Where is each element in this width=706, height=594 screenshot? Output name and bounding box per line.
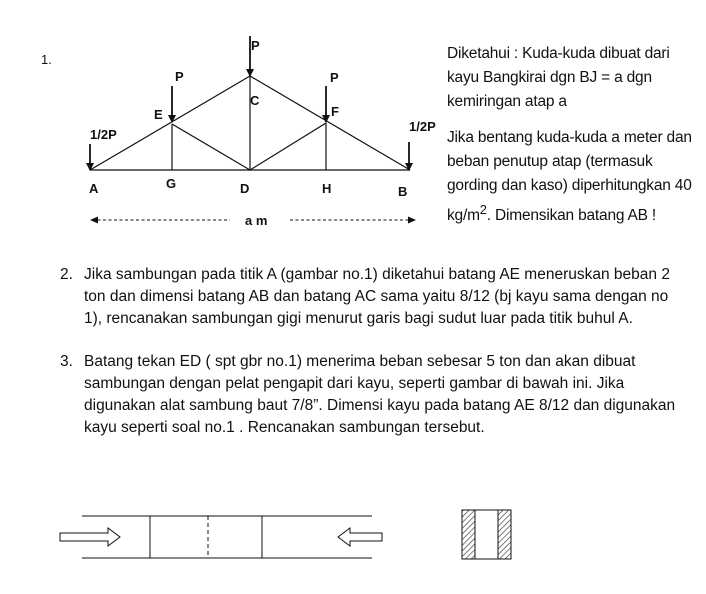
- node-label-C: C: [250, 93, 260, 108]
- load-label-A: 1/2P: [90, 127, 117, 142]
- node-label-E: E: [154, 107, 163, 122]
- node-label-F: F: [331, 104, 339, 119]
- force-arrow-left: [60, 528, 120, 546]
- node-label-G: G: [166, 176, 177, 191]
- known-label: Diketahui :: [447, 45, 519, 62]
- cross-section: [462, 510, 511, 559]
- load-label-F: P: [330, 70, 339, 85]
- question-3-number: 3.: [60, 353, 73, 370]
- problem-superscript: 2: [479, 202, 487, 217]
- question-2-number: 2.: [60, 266, 73, 283]
- node-label-D: D: [240, 181, 250, 196]
- node-label-H: H: [322, 181, 332, 196]
- known-text: Kuda-kuda dibuat dari kayu Bangkirai dgn BJ = a dgn kemiringan atap a: [447, 45, 670, 110]
- question-3-text: Batang tekan ED ( spt gbr no.1) menerima beban sebesar 5 ton dan akan dibuat sambungan dengan pelat pengapit dari kayu, seperti gambar di bawah ini. Jika digunakan alat sambung baut 7/8”. Dimensi kayu pada batang AE 8/12 dan digunakan kayu seperti soal no.1 . Rencanakan sambungan tersebut.: [84, 353, 676, 436]
- node-label-A: A: [89, 181, 99, 196]
- span-label: a m: [245, 213, 268, 228]
- core-member: [475, 510, 498, 559]
- problem-text: Jika bentang kuda-kuda a meter dan beban penutup atap (termasuk gording dan kaso) diperhitungkan 40 kg/m: [447, 129, 692, 225]
- load-label-B: 1/2P: [409, 119, 436, 134]
- question-2-text: Jika sambungan pada titik A (gambar no.1) diketahui batang AE meneruskan beban 2 ton dan dimensi batang AB dan batang AC sama yaitu 8/12 (bj kayu sama dengan no 1), rencanakan sambungan gigi menurut garis bagi sudut luar pada titik buhul A.: [84, 266, 670, 327]
- node-label-B: B: [398, 184, 408, 199]
- force-arrow-right: [338, 528, 382, 546]
- side-plate-right: [498, 510, 511, 559]
- question-1-number: 1.: [41, 52, 52, 67]
- side-plate-left: [462, 510, 475, 559]
- load-label-E: P: [175, 69, 184, 84]
- load-label-C: P: [251, 38, 260, 53]
- problem-text-end: . Dimensikan batang AB !: [486, 207, 657, 225]
